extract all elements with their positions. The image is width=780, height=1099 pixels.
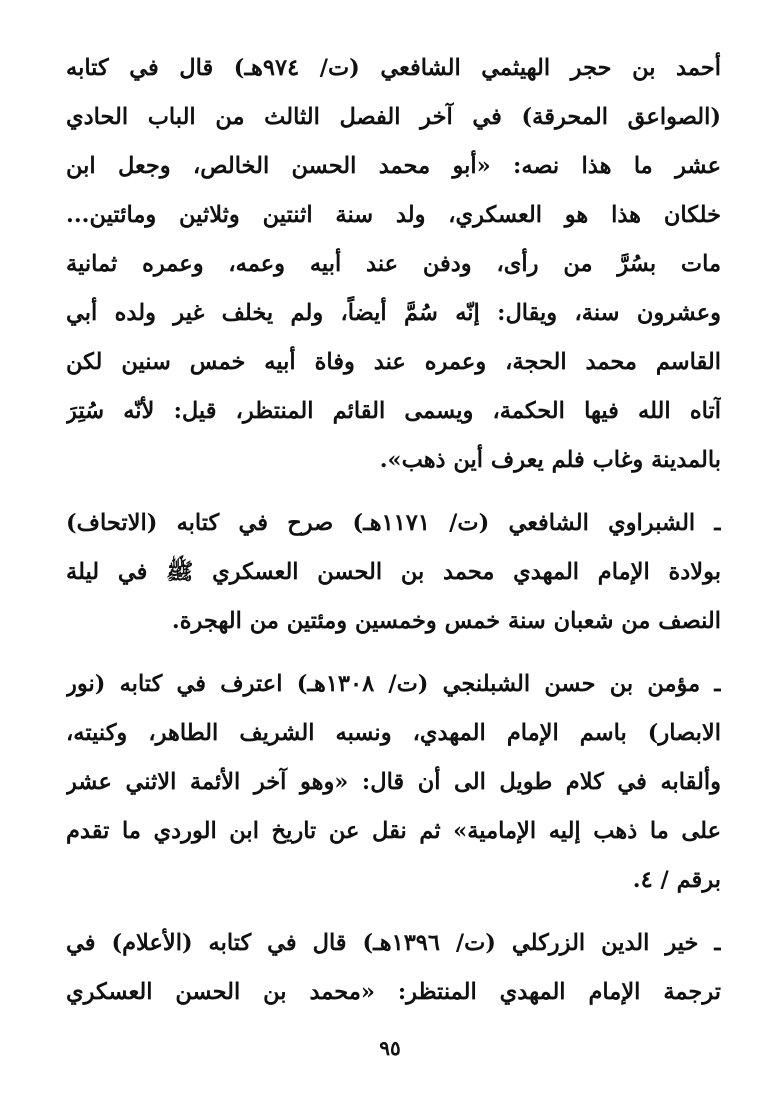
paragraph-shablanji (66, 660, 721, 905)
text-line: وعشرون سنة، ويقال: إنّه سُمَّ أيضاً، ولم يخلف غير ولده أبي (66, 300, 721, 326)
text-line: ـ خير الدين الزركلي (ت/ ١٣٩٦هـ) قال في كتابه (الأعلام) في (66, 930, 721, 956)
text-line: ـ الشبراوي الشافعي (ت/ ١١٧١هـ) صرح في كتابه (الاتحاف) (66, 510, 721, 536)
text-line: أحمد بن حجر الهيثمي الشافعي (ت/ ٩٧٤هـ) قال في كتابه (66, 55, 721, 81)
text-line: الابصار) باسم الإمام المهدي، ونسبه الشريف الطاهر، وكنيته، (66, 720, 721, 746)
text-line: النصف من شعبان سنة خمس وخمسين ومئتين من الهجرة. (171, 608, 721, 634)
text-line: مات بسُرَّ من رأى، ودفن عند أبيه وعمه، وعمره ثمانية (66, 251, 721, 277)
text-line: على ما ذهب إليه الإمامية» ثم نقل عن تاريخ ابن الوردي ما تقدم (66, 818, 721, 844)
text-line: بولادة الإمام المهدي محمد بن الحسن العسكري ﷺ في ليلة (66, 559, 721, 585)
paragraph-zirikli (66, 919, 721, 1017)
page-body (66, 44, 721, 1017)
text-line: ـ مؤمن بن حسن الشبلنجي (ت/ ١٣٠٨هـ) اعترف في كتابه (نور (66, 671, 721, 697)
text-line: عشر ما هذا نصه: «أبو محمد الحسن الخالص، وجعل ابن (66, 153, 721, 179)
paragraph-haythami (66, 44, 721, 485)
text-line: بالمدينة وغاب فلم يعرف أين ذهب». (379, 447, 721, 473)
text-line: وألقابه في كلام طويل الى أن قال: «وهو آخر الأئمة الاثني عشر (66, 769, 721, 795)
text-line: ترجمة الإمام المهدي المنتظر: «محمد بن الحسن العسكري (66, 979, 721, 1005)
paragraph-gap (66, 485, 721, 499)
text-line: برقم / ٤. (632, 867, 721, 893)
text-line: آتاه الله فيها الحكمة، ويسمى القائم المنتظر، قيل: لأنّه سُتِرَ (66, 398, 721, 424)
page-number: ٩٥ (379, 1036, 401, 1060)
paragraph-gap (66, 905, 721, 919)
text-line: القاسم محمد الحجة، وعمره عند وفاة أبيه خمس سنين لكن (66, 349, 721, 375)
paragraph-gap (66, 646, 721, 660)
text-line: خلكان هذا هو العسكري، ولد سنة اثنتين وثلاثين ومائتين... (66, 202, 721, 228)
paragraph-shabrawi (66, 499, 721, 646)
text-line: (الصواعق المحرقة) في آخر الفصل الثالث من الباب الحادي (66, 104, 721, 130)
